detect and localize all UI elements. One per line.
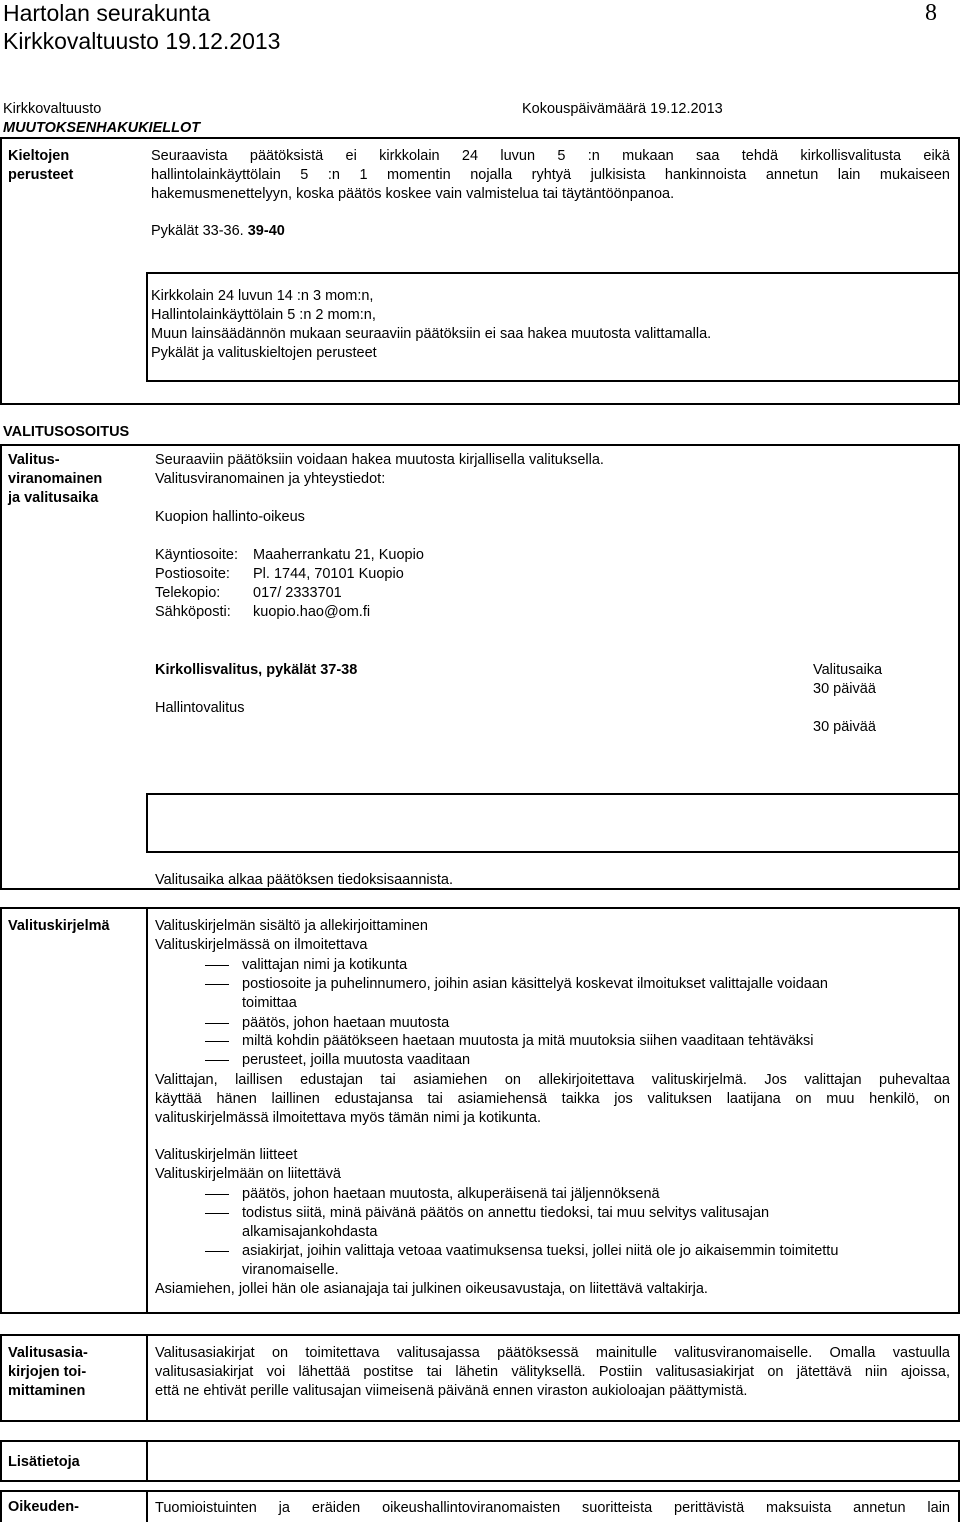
box5-left-border xyxy=(0,1440,2,1482)
box4-left-border xyxy=(0,1334,2,1422)
box5-divider xyxy=(146,1440,148,1482)
box1-inner-left xyxy=(146,272,148,382)
valitus-label-line: viranomainen xyxy=(8,471,103,487)
pykalat-row xyxy=(151,222,285,241)
dash-bullet xyxy=(205,1194,229,1195)
valitusaika-alkaa: Valitusaika alkaa päätöksen tiedoksisaannista. xyxy=(155,872,453,888)
page-number: 8 xyxy=(925,0,937,26)
box2-inner-top xyxy=(146,793,960,795)
list-item-text: valittajan nimi ja kotikunta xyxy=(242,957,408,973)
valitusaika-value-2: 30 päivää xyxy=(813,719,876,735)
paragraph-line: valituskirjelmässä ilmoitettava myös tämän nimi ja kotikunta. xyxy=(155,1110,541,1126)
toimittaminen-text-line: valitusasiakirjat voi lähettää postitse tai lähetin välityksellä. Postiin valitusasiakirjat on jätettävä niin ajoissa, xyxy=(155,1364,950,1380)
liitteet-title: Valituskirjelmän liitteet xyxy=(155,1147,298,1163)
list-item-text: perusteet, joilla muutosta vaaditaan xyxy=(242,1052,471,1068)
hallintovalitus-label: Hallintovalitus xyxy=(155,700,245,716)
paragraph-line: käyttää hänen laillinen edustajansa tai asiamiehensä taikka jos valituksen laatijana on muu henkilö, on xyxy=(155,1091,950,1107)
contact-value: kuopio.hao@om.fi xyxy=(253,604,371,620)
contact-key: Sähköposti: xyxy=(155,604,231,620)
asiamies-note: Asiamiehen, jollei hän ole asianajaja tai julkinen oikeusavustaja, on liitettävä valtakirja. xyxy=(155,1281,708,1297)
kieltojen-p1-line: hakemusmenettelyyn, koska päätös koskee vain valmistelua tai täytäntöönpanoa. xyxy=(151,186,675,202)
toimittaminen-label-line: kirjojen toi- xyxy=(8,1364,87,1380)
box3-top-border xyxy=(0,907,960,909)
box5-bottom-border xyxy=(0,1480,960,1482)
box2-inner-left xyxy=(146,793,148,853)
oikeudenkaynti-label: Oikeuden- xyxy=(8,1499,79,1515)
box1-top-border xyxy=(0,137,960,139)
law-line: Pykälät ja valituskieltojen perusteet xyxy=(151,345,377,361)
dash-bullet xyxy=(205,1060,229,1061)
meeting-date: Kokouspäivämäärä 19.12.2013 xyxy=(522,101,723,117)
dash-bullet xyxy=(205,1041,229,1042)
contact-value: 017/ 2333701 xyxy=(253,585,342,601)
law-line: Kirkkolain 24 luvun 14 :n 3 mom:n, xyxy=(151,288,374,304)
valitusaika-label: Valitusaika xyxy=(813,662,883,678)
contact-value: Maaherrankatu 21, Kuopio xyxy=(253,547,424,563)
box3-divider xyxy=(146,907,148,1314)
list-item-text: toimittaa xyxy=(242,995,297,1011)
box6-divider xyxy=(146,1490,148,1522)
box2-inner-bottom xyxy=(146,851,960,853)
body-name: Kirkkovaltuusto xyxy=(3,101,102,117)
toimittaminen-label-line: mittaminen xyxy=(8,1383,86,1399)
box4-divider xyxy=(146,1334,148,1422)
box3-bottom-border xyxy=(0,1312,960,1314)
toimittaminen-text-line: että ne ehtivät perille valitusajan viimeisenä päivänä ennen viraston aukioloajan päättymistä. xyxy=(155,1383,748,1399)
valitus-label-line: ja valitusaika xyxy=(8,490,99,506)
kieltojen-p1-line: hallintolainkäyttölain 5 :n 1 momentin nojalla ryhtyä julkisista hankinnoista annetun lain mukaiseen xyxy=(151,167,950,183)
list-item-text: alkamisajankohdasta xyxy=(242,1224,378,1240)
liitteet-intro: Valituskirjelmään on liitettävä xyxy=(155,1166,341,1182)
box2-bottom-border xyxy=(0,888,960,890)
box2-left-border xyxy=(0,444,2,890)
lisatietoja-label: Lisätietoja xyxy=(8,1454,80,1470)
box6-left-border xyxy=(0,1490,2,1522)
list-item-text: päätös, johon haetaan muutosta xyxy=(242,1015,450,1031)
list-item-text: asiakirjat, joihin valittaja vetoaa vaatimuksensa tueksi, jollei niitä ole jo aikaisemmin toimitettu xyxy=(242,1243,839,1259)
toimittaminen-label-line: Valitusasia- xyxy=(8,1345,88,1361)
list-item-text: viranomaiselle. xyxy=(242,1262,339,1278)
kieltojen-p1-line: Seuraavista päätöksistä ei kirkkolain 24 luvun 5 :n mukaan saa tehdä kirkollisvalitusta eikä xyxy=(151,148,950,164)
box3-left-border xyxy=(0,907,2,1314)
valitus-intro-line: Valitusviranomainen ja yhteystiedot: xyxy=(155,471,386,487)
valituskirjelma-line: Valituskirjelmän sisältö ja allekirjoittaminen xyxy=(155,918,428,934)
box6-top-border xyxy=(0,1490,960,1492)
valituskirjelma-line: Valituskirjelmässä on ilmoitettava xyxy=(155,937,368,953)
contact-key: Telekopio: xyxy=(155,585,221,601)
dash-bullet xyxy=(205,1213,229,1214)
box4-bottom-border xyxy=(0,1420,960,1422)
section-heading: MUUTOKSENHAKUKIELLOT xyxy=(3,120,201,136)
kieltojen-label-2: perusteet xyxy=(8,167,74,183)
list-item-text: miltä kohdin päätökseen haetaan muutosta ja mitä muutoksia siihen vaaditaan tehtäväksi xyxy=(242,1033,814,1049)
box1-inner-bottom xyxy=(146,380,960,382)
oikeudenkaynti-text: Tuomioistuinten ja eräiden oikeushallintoviranomaisten suoritteista perittävistä maksuista annetun lain xyxy=(155,1500,950,1516)
box5-top-border xyxy=(0,1440,960,1442)
contact-key: Postiosoite: xyxy=(155,566,230,582)
valitus-label-line: Valitus- xyxy=(8,452,60,468)
court-name: Kuopion hallinto-oikeus xyxy=(155,509,305,525)
list-item-text: postiosoite ja puhelinnumero, joihin asian käsittelyä koskevat ilmoitukset valittajalle voidaan xyxy=(242,976,828,992)
box1-bottom-border xyxy=(0,403,960,405)
box1-left-border xyxy=(0,137,2,405)
contact-value: Pl. 1744, 70101 Kuopio xyxy=(253,566,404,582)
dash-bullet xyxy=(205,965,229,966)
law-line: Muun lainsäädännön mukaan seuraaviin päätöksiin ei saa hakea muutosta valittamalla. xyxy=(151,326,712,342)
dash-bullet xyxy=(205,1251,229,1252)
document-title: Hartolan seurakunta xyxy=(3,0,211,26)
list-item-text: päätös, johon haetaan muutosta, alkuperäisenä tai jäljennöksenä xyxy=(242,1186,660,1202)
dash-bullet xyxy=(205,1023,229,1024)
dash-bullet xyxy=(205,984,229,985)
pykalat-label: Pykälät 33-36. xyxy=(151,223,244,239)
valitus-intro-line: Seuraaviin päätöksiin voidaan hakea muutosta kirjallisella valituksella. xyxy=(155,452,604,468)
box4-top-border xyxy=(0,1334,960,1336)
kieltojen-label-1: Kieltojen xyxy=(8,148,70,164)
valitusosoitus-heading: VALITUSOSOITUS xyxy=(3,424,130,440)
pykalat-value: 39-40 xyxy=(247,223,285,239)
document-subtitle: Kirkkovaltuusto 19.12.2013 xyxy=(3,28,281,54)
law-line: Hallintolainkäyttölain 5 :n 2 mom:n, xyxy=(151,307,376,323)
valituskirjelma-label: Valituskirjelmä xyxy=(8,918,110,934)
list-item-text: todistus siitä, minä päivänä päätös on annettu tiedoksi, tai muu selvitys valitusajan xyxy=(242,1205,770,1221)
valitusaika-value-1: 30 päivää xyxy=(813,681,876,697)
contact-key: Käyntiosoite: xyxy=(155,547,239,563)
box1-inner-top xyxy=(146,272,960,274)
box2-top-border xyxy=(0,444,960,446)
paragraph-line: Valittajan, laillisen edustajan tai asiamiehen on allekirjoitettava valituskirjelmä. Jos valittajan puhevaltaa xyxy=(155,1072,950,1088)
kirkollisvalitus-heading: Kirkollisvalitus, pykälät 37-38 xyxy=(155,662,358,678)
toimittaminen-text-line: Valitusasiakirjat on toimitettava valitusajassa päätöksessä mainitulle valitusviranomaiselle. Omalla vastuulla xyxy=(155,1345,950,1361)
